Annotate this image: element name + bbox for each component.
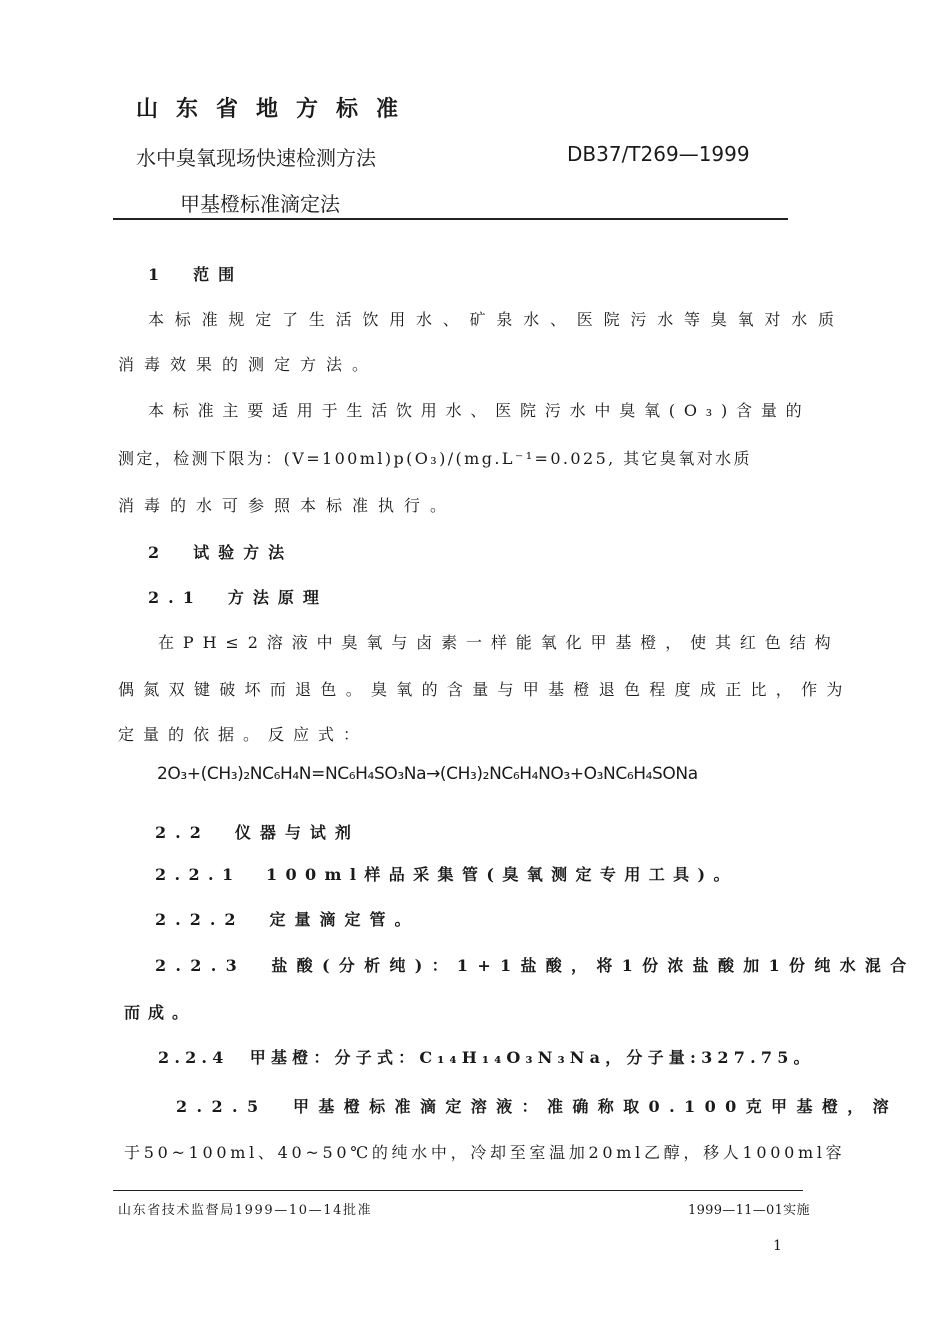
reaction-formula: 2O₃+(CH₃)₂NC₆H₄N=NC₆H₄SO₃Na→(CH₃)₂NC₆H₄NO₃+O₃NC₆H₄SONa [157,764,698,784]
approval-note: 山东省技术监督局1999—10—14批准 [118,1203,373,1218]
page-number: 1 [773,1238,782,1254]
section-2-2-heading: 2.2 仪器与试剂 [155,823,360,842]
section-2-heading: 2 试验方法 [148,543,294,562]
issuer-title: 山东省地方标准 [136,97,417,122]
section-2-2-2: 2.2.2 定量滴定管。 [155,910,420,929]
standard-code: DB37/T269—1999 [567,142,750,166]
section-2-1-line-1: 在PH≤2溶液中臭氧与卤素一样能氧化甲基橙，使其红色结构 [158,633,840,652]
section-2-2-3-line-1: 2.2.3 盐酸(分析纯)：1+1盐酸，将1份浓盐酸加1份纯水混合 [155,956,916,975]
section-1-para-2-line-1: 本标准主要适用于生活饮用水、医院污水中臭氧(O₃)含量的 [148,401,811,420]
section-2-2-5-line-2: 于50~100ml、40~50℃的纯水中，冷却至室温加20ml乙醇，移人1000ml容 [124,1143,846,1162]
section-1-para-1-line-1: 本标准规定了生活饮用水、矿泉水、医院污水等臭氧对水质 [148,310,845,329]
implementation-date: 1999—11—01实施 [688,1203,810,1218]
section-2-2-3-line-2: 而成。 [124,1003,197,1022]
section-2-2-1: 2.2.1 100ml样品采集管(臭氧测定专用工具)。 [155,865,738,884]
section-1-para-2-line-3: 消毒的水可参照本标准执行。 [118,496,457,515]
section-1-para-2-line-2: 测定，检测下限为：(V=100ml)p(O₃)/(mg.L⁻¹=0.025, 其它臭氧对水质 [118,449,752,468]
section-2-2-5-line-1: 2.2.5 甲基橙标准滴定溶液：准确称取0.100克甲基橙，溶 [176,1097,899,1116]
section-2-1-line-2: 偶氮双键破坏而退色。臭氧的含量与甲基橙退色程度成正比，作为 [118,680,852,699]
document-subtitle: 甲基橙标准滴定法 [180,192,340,216]
footer-rule [113,1190,803,1191]
section-1-para-1-line-2: 消毒效果的测定方法。 [118,355,379,374]
header-rule [113,218,788,220]
section-2-2-4: 2.2.4 甲基橙：分子式：C₁₄H₁₄O₃N₃Na，分子量:327.75。 [158,1048,815,1067]
document-title: 水中臭氧现场快速检测方法 [136,146,376,170]
section-2-1-line-3: 定量的依据。反应式： [118,725,369,744]
section-1-heading: 1 范围 [148,265,244,284]
section-2-1-heading: 2.1 方法原理 [148,588,328,607]
